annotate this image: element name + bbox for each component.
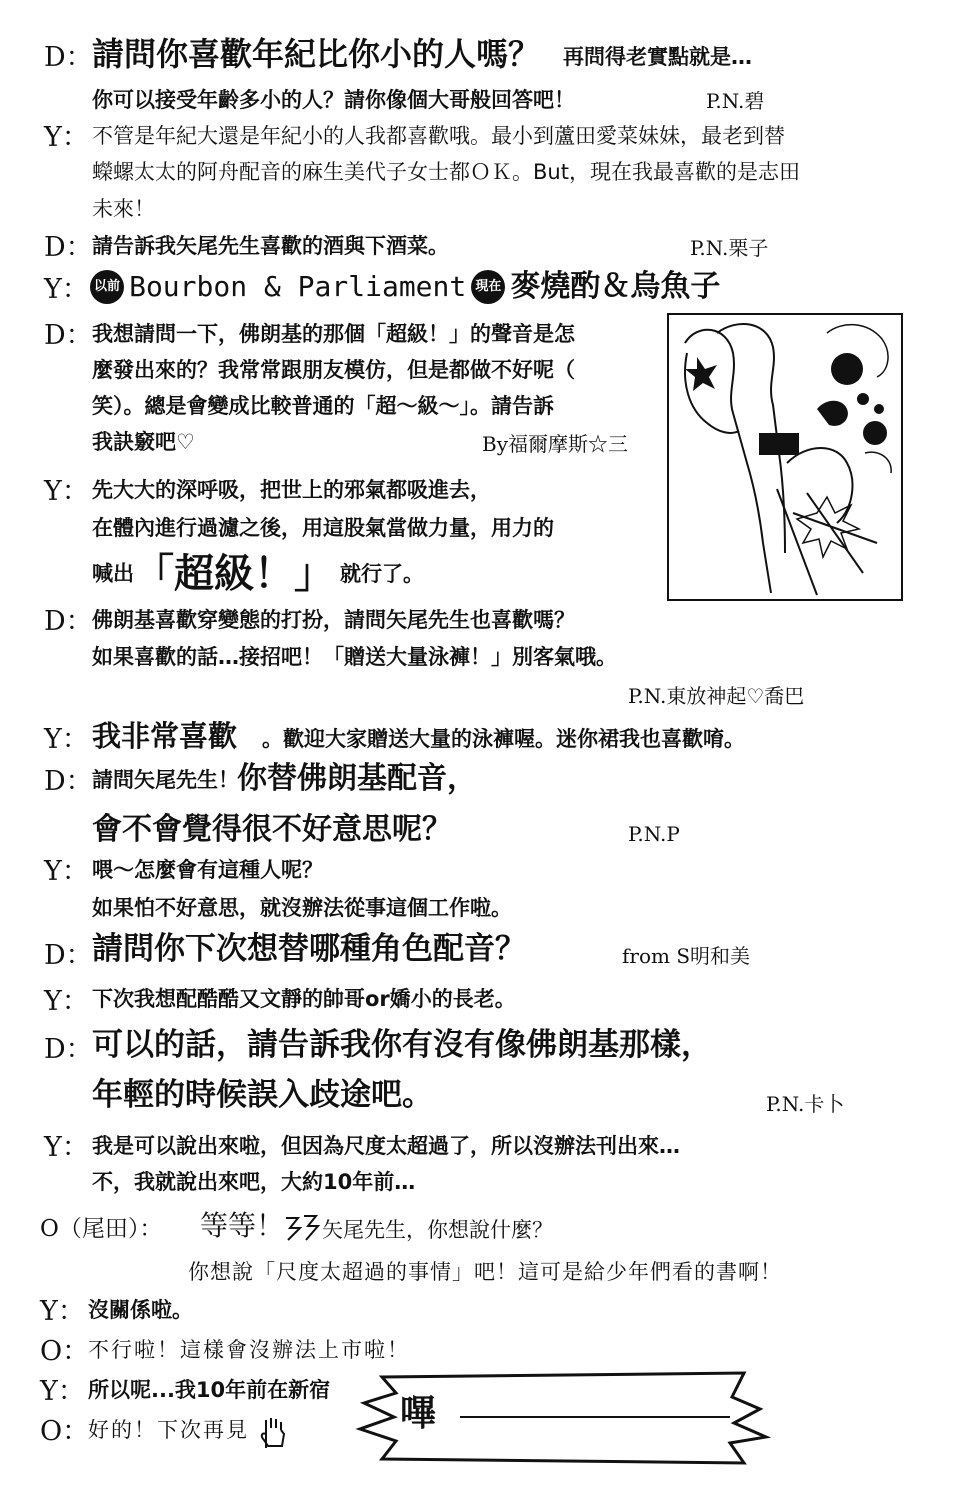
question-text: 你可以接受年齡多小的人？請你像個大哥般回答吧！ (92, 88, 575, 112)
answer-text: 先大大的深呼吸，把世上的邪氣都吸進去， (92, 478, 491, 502)
oda-text: 你想說「尺度太超過的事情」吧！這可是給少年們看的書啊！ (188, 1260, 782, 1284)
speaker-y: Y： (44, 856, 89, 887)
pen-name-credit: P.N.卡卜 (766, 1092, 845, 1116)
oda-text: 不行啦！這樣會沒辦法上市啦！ (88, 1338, 410, 1362)
pen-name-credit: from S明和美 (622, 944, 751, 968)
answer-text: 不，我就說出來吧，大約10年前… (92, 1170, 416, 1194)
pen-name-credit: P.N.栗子 (690, 236, 769, 260)
answer-text: 沒關係啦。 (88, 1298, 193, 1322)
speaker-y: Y： (40, 1376, 85, 1407)
oda-text: 好的！下次再見 (88, 1418, 249, 1442)
question-lead: 你替佛朗基配音， (237, 761, 477, 796)
scribble-icon (282, 1212, 322, 1244)
question-text: 我訣竅吧♡ (92, 430, 195, 454)
answer-shout: 「超級！」 (134, 551, 334, 597)
speaker-d: D： (44, 42, 93, 73)
speaker-o: O： (40, 1336, 90, 1367)
answer-text: 喂～怎麼會有這種人呢？ (92, 858, 323, 882)
badge-before: 以前 (90, 270, 124, 304)
speaker-o: O： (40, 1416, 90, 1447)
answer-text: 不管是年紀大還是年紀小的人我都喜歡哦。最小到蘆田愛菜妹妹，最老到替 (92, 124, 785, 148)
answer-text: 就行了。 (340, 561, 424, 586)
speaker-o: O（尾田）： (40, 1216, 163, 1242)
beep-text: 嗶 (400, 1393, 437, 1434)
speaker-d: D： (44, 606, 93, 637)
speaker-d: D： (44, 766, 93, 797)
answer-text: 我是可以說出來啦，但因為尺度太超過了，所以沒辦法刊出來… (92, 1134, 680, 1158)
pen-name-credit: P.N.P (628, 822, 680, 846)
speaker-y: Y： (44, 122, 89, 153)
badge-now: 現在 (471, 270, 505, 304)
speaker-d: D： (44, 320, 93, 351)
answer-text: 。歡迎大家贈送大量的泳褲喔。迷你裙我也喜歡唷。 (262, 727, 745, 751)
answer-text: 所以呢...我10年前在新宿 (88, 1378, 331, 1402)
answer-text: 未來！ (92, 197, 155, 221)
question-lead: 請問你下次想替哪種角色配音？ (92, 931, 526, 967)
answer-shout-line (92, 551, 424, 597)
answer-text: 在體內進行過濾之後，用這股氣當做力量，用力的 (92, 516, 554, 540)
question-text: 佛朗基喜歡穿變態的打扮，請問矢尾先生也喜歡嗎？ (92, 608, 575, 632)
oda-text: 矢尾先生，你想說什麼？ (322, 1218, 553, 1242)
speaker-y: Y： (44, 476, 89, 507)
pen-name-credit: P.N.碧 (706, 89, 765, 113)
answer-before: Bourbon & Parliament (129, 270, 467, 303)
question-text: 我想請問一下，佛朗基的那個「超級！」的聲音是怎 (92, 322, 575, 346)
pen-name-credit: P.N.東放神起♡喬巴 (628, 684, 805, 708)
question-text: 如果喜歡的話…接招吧！「贈送大量泳褲！」別客氣哦。 (92, 645, 617, 669)
answer-text: 下次我想配酷酷又文靜的帥哥or嬌小的長老。 (92, 987, 516, 1011)
answer-now: 麥燒酌＆烏魚子 (510, 269, 721, 304)
speaker-d: D： (44, 940, 93, 971)
question-text: 請告訴我矢尾先生喜歡的酒與下酒菜。 (92, 234, 449, 258)
speaker-y: Y： (44, 1132, 89, 1163)
hand-icon (258, 1414, 290, 1450)
question-lead: 會不會覺得很不好意思呢？ (92, 812, 452, 847)
answer-lead: 我非常喜歡 (92, 719, 238, 753)
speaker-d: D： (44, 1034, 93, 1065)
question-text: 再問得老實點就是… (563, 45, 752, 69)
answer-text: 蠑螺太太的阿舟配音的麻生美代子女士都ＯＫ。But，現在我最喜歡的是志田 (92, 160, 800, 184)
speaker-y: Y： (44, 724, 89, 755)
question-text: 麼發出來的？我常常跟朋友模仿，但是都做不好呢（ (92, 358, 575, 382)
question-lead: 可以的話，請告訴我你有沒有像佛朗基那樣， (92, 1027, 712, 1063)
speaker-y: Y： (44, 274, 89, 305)
answer-drinks (90, 270, 720, 310)
answer-text: 如果怕不好意思，就沒辦法從事這個工作啦。 (92, 896, 512, 920)
answer-text: 喊出 (92, 561, 134, 586)
oda-lead: 等等！ (200, 1209, 285, 1242)
speaker-y: Y： (40, 1296, 85, 1327)
question-text: 笑）。總是會變成比較普通的「超～級～」。請告訴 (92, 394, 554, 418)
speaker-d: D： (44, 232, 93, 263)
pen-name-credit: By福爾摩斯☆三 (482, 432, 628, 456)
question-text: 請問矢尾先生！ (92, 768, 239, 792)
question-lead: 請問你喜歡年紀比你小的人嗎？ (92, 35, 541, 73)
question-lead: 年輕的時候誤入歧途吧。 (92, 1077, 433, 1113)
speaker-y: Y： (44, 986, 89, 1017)
franky-illustration (667, 313, 903, 601)
